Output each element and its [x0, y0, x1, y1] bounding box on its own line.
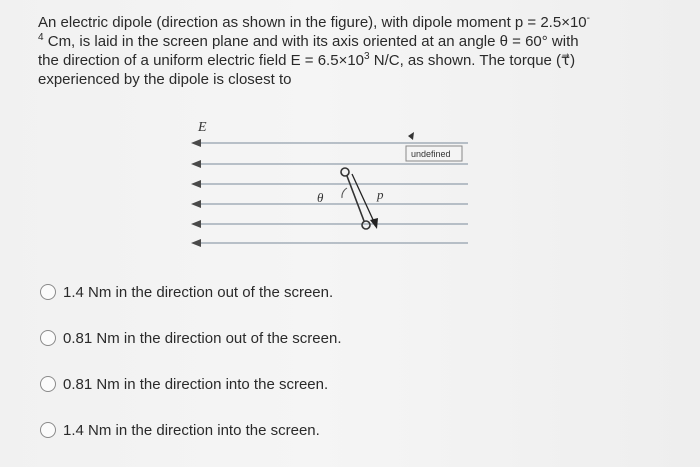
answer-option-label: 0.81 Nm in the direction into the screen. — [63, 375, 329, 393]
answer-option-3[interactable] — [40, 374, 342, 394]
answer-option-label: 1.4 Nm in the direction into the screen. — [63, 421, 320, 439]
dipole-label: p⃗ — [377, 187, 394, 202]
radio-button[interactable] — [40, 422, 56, 438]
arrowhead-icon — [191, 160, 201, 168]
cursor-arrow-icon — [408, 132, 414, 140]
arrowhead-icon — [191, 200, 201, 208]
arrowhead-icon — [191, 180, 201, 188]
arrowhead-icon — [191, 139, 201, 147]
answer-option-2[interactable] — [40, 328, 342, 348]
question-line-3: the direction of a uniform electric field $E = 6.5\times 10^3$ N/C, as shown. The torque (τ⃗) — [38, 51, 576, 69]
arrowhead-icon — [191, 239, 201, 247]
radio-button[interactable] — [40, 330, 56, 346]
answer-option-1[interactable] — [40, 282, 342, 302]
answer-options — [40, 282, 342, 466]
dipole-bottom-charge — [362, 221, 370, 229]
question-line-2: $^4$ Cm, is laid in the screen plane and with its axis oriented at an angle θ = 60° with — [38, 32, 579, 50]
dipole-arrowhead-icon — [370, 218, 378, 229]
angle-label: θ — [317, 190, 324, 205]
field-arrowheads — [191, 139, 201, 247]
radio-button[interactable] — [40, 284, 56, 300]
answer-option-label: 0.81 Nm in the direction out of the screen. — [63, 329, 342, 347]
arrowhead-icon — [191, 220, 201, 228]
undefined-tag[interactable] — [406, 132, 462, 161]
question-line-1: An electric dipole (direction as shown in the figure), with dipole moment p = 2.5×10- — [38, 13, 590, 31]
dipole — [341, 168, 378, 229]
radio-button[interactable] — [40, 376, 56, 392]
question-line-4: experienced by the dipole is closest to — [38, 71, 292, 88]
dipole-moment-arrow — [352, 174, 375, 224]
dipole-top-charge — [341, 168, 349, 176]
question-text — [38, 13, 648, 89]
dipole-axis — [347, 176, 364, 221]
answer-option-4[interactable] — [40, 420, 342, 440]
answer-option-label: 1.4 Nm in the direction out of the screen. — [63, 283, 334, 301]
angle-arc — [342, 188, 347, 198]
field-label: E⃗ — [198, 120, 218, 135]
undefined-tag-label: undefined — [411, 149, 451, 159]
